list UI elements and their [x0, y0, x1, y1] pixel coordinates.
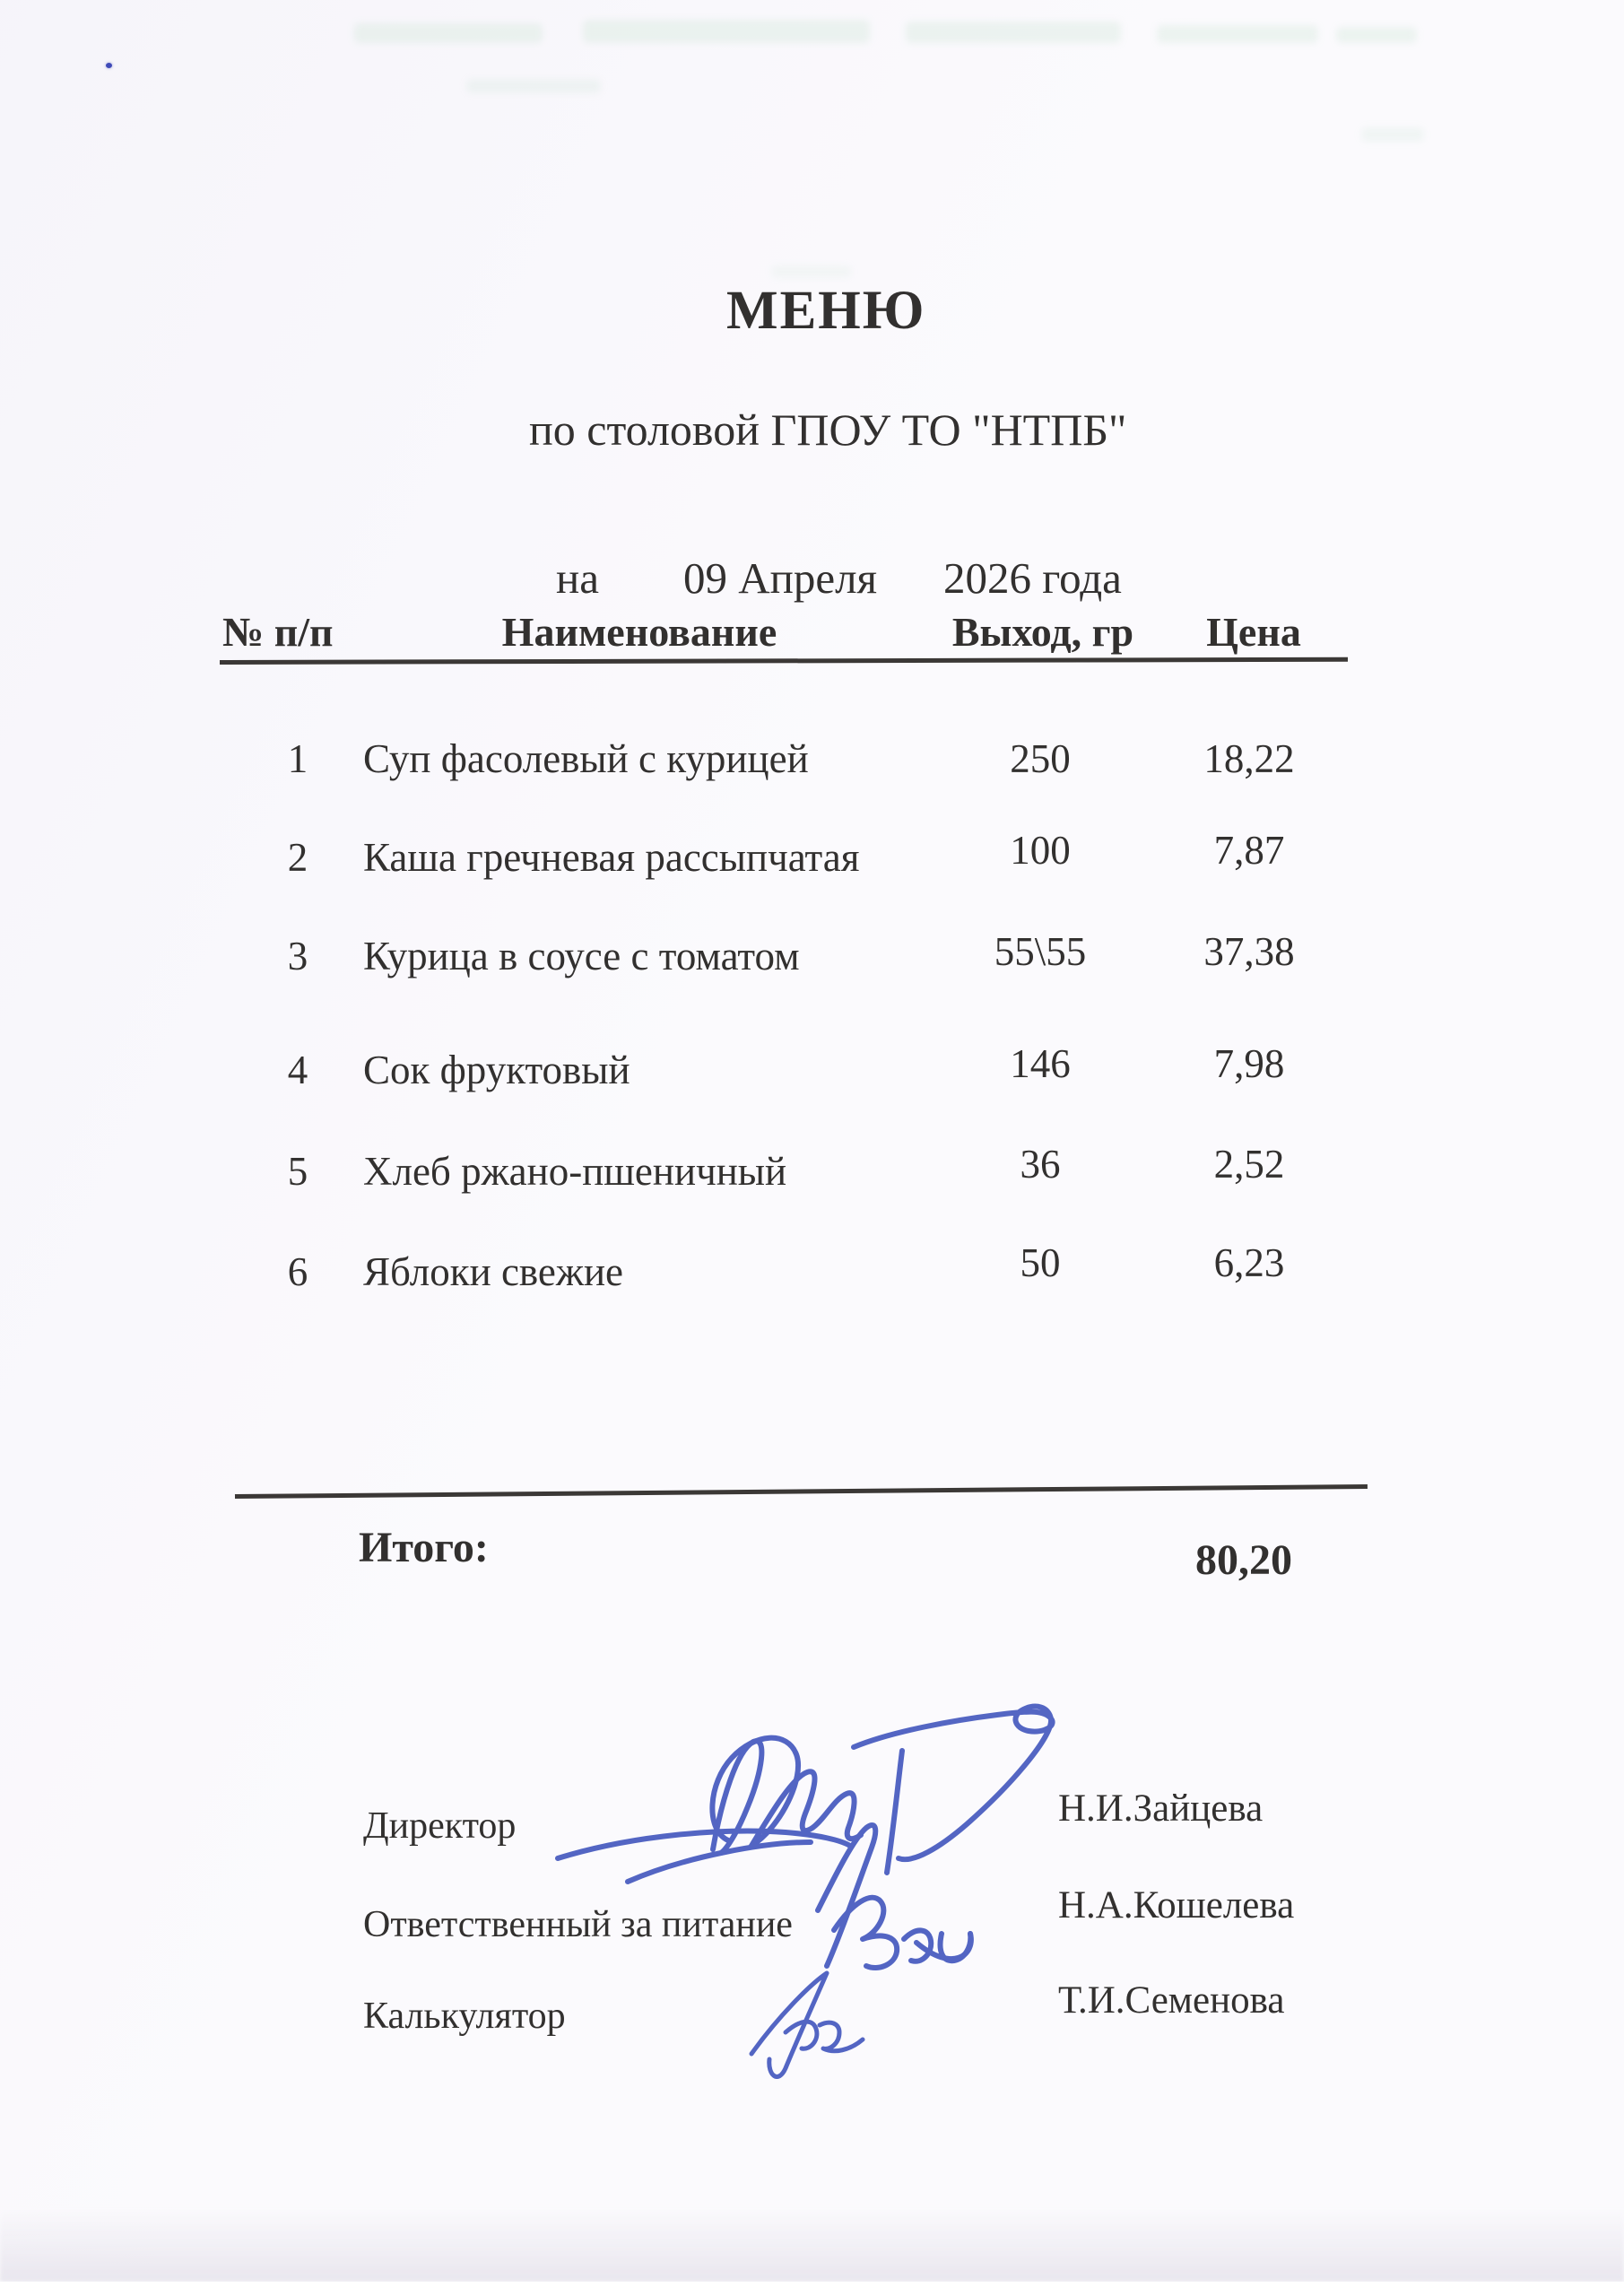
- subtitle: по столовой ГПОУ ТО "НТПБ": [529, 404, 1127, 455]
- dish-name: Каша гречневая рассыпчатая: [363, 835, 860, 880]
- date-year: 2026 года: [943, 553, 1122, 603]
- row-number: 6: [287, 1249, 308, 1294]
- dish-output: 50: [1020, 1240, 1061, 1285]
- row-number: 2: [287, 835, 308, 880]
- dish-name: Суп фасолевый с курицей: [363, 736, 809, 781]
- page-title: МЕНЮ: [726, 281, 926, 341]
- row-number: 3: [287, 934, 308, 978]
- column-header-output: Выход, гр: [951, 609, 1134, 655]
- signature-role-food-manager: Ответственный за питание: [363, 1904, 793, 1945]
- column-header-price: Цена: [1206, 609, 1301, 655]
- signature-person-food-manager: Н.А.Кошелева: [1058, 1884, 1295, 1926]
- date-prefix: на: [556, 553, 599, 603]
- dish-price: 6,23: [1213, 1240, 1285, 1285]
- dish-name: Яблоки свежие: [363, 1249, 624, 1294]
- dish-output: 55\55: [994, 929, 1087, 974]
- date-value: 09 Апреля: [683, 553, 878, 603]
- scan-edge: [0, 2282, 1624, 2296]
- dish-output: 100: [1010, 828, 1071, 873]
- dish-name: Курица в соусе с томатом: [363, 934, 800, 978]
- total-value: 80,20: [1195, 1536, 1292, 1584]
- signature-role-director: Директор: [363, 1805, 517, 1847]
- dish-price: 37,38: [1203, 929, 1295, 974]
- dish-name: Сок фруктовый: [363, 1048, 630, 1092]
- signature-role-calculator: Калькулятор: [363, 1996, 566, 2037]
- calculator-signature-ink: [751, 1973, 863, 2076]
- dish-price: 2,52: [1213, 1142, 1285, 1187]
- dish-price: 18,22: [1203, 736, 1295, 781]
- food-manager-signature-ink: [818, 1825, 971, 1968]
- dish-output: 250: [1010, 736, 1071, 781]
- column-header-name: Наименование: [501, 609, 777, 655]
- row-number: 5: [287, 1149, 308, 1194]
- column-header-number: № п/п: [222, 609, 334, 655]
- dish-name: Хлеб ржано-пшеничный: [363, 1149, 787, 1194]
- signature-person-director: Н.И.Зайцева: [1058, 1787, 1264, 1830]
- signature-person-calculator: Т.И.Семенова: [1058, 1979, 1285, 2022]
- dish-output: 36: [1020, 1142, 1061, 1187]
- scan-edge-shadow: [0, 2208, 1624, 2282]
- director-signature-ink: [558, 1707, 1053, 1882]
- row-number: 4: [287, 1048, 308, 1092]
- dish-price: 7,87: [1213, 828, 1285, 873]
- row-number: 1: [287, 736, 308, 781]
- total-label: Итого:: [359, 1524, 489, 1571]
- dish-output: 146: [1010, 1041, 1071, 1086]
- dish-price: 7,98: [1213, 1041, 1285, 1086]
